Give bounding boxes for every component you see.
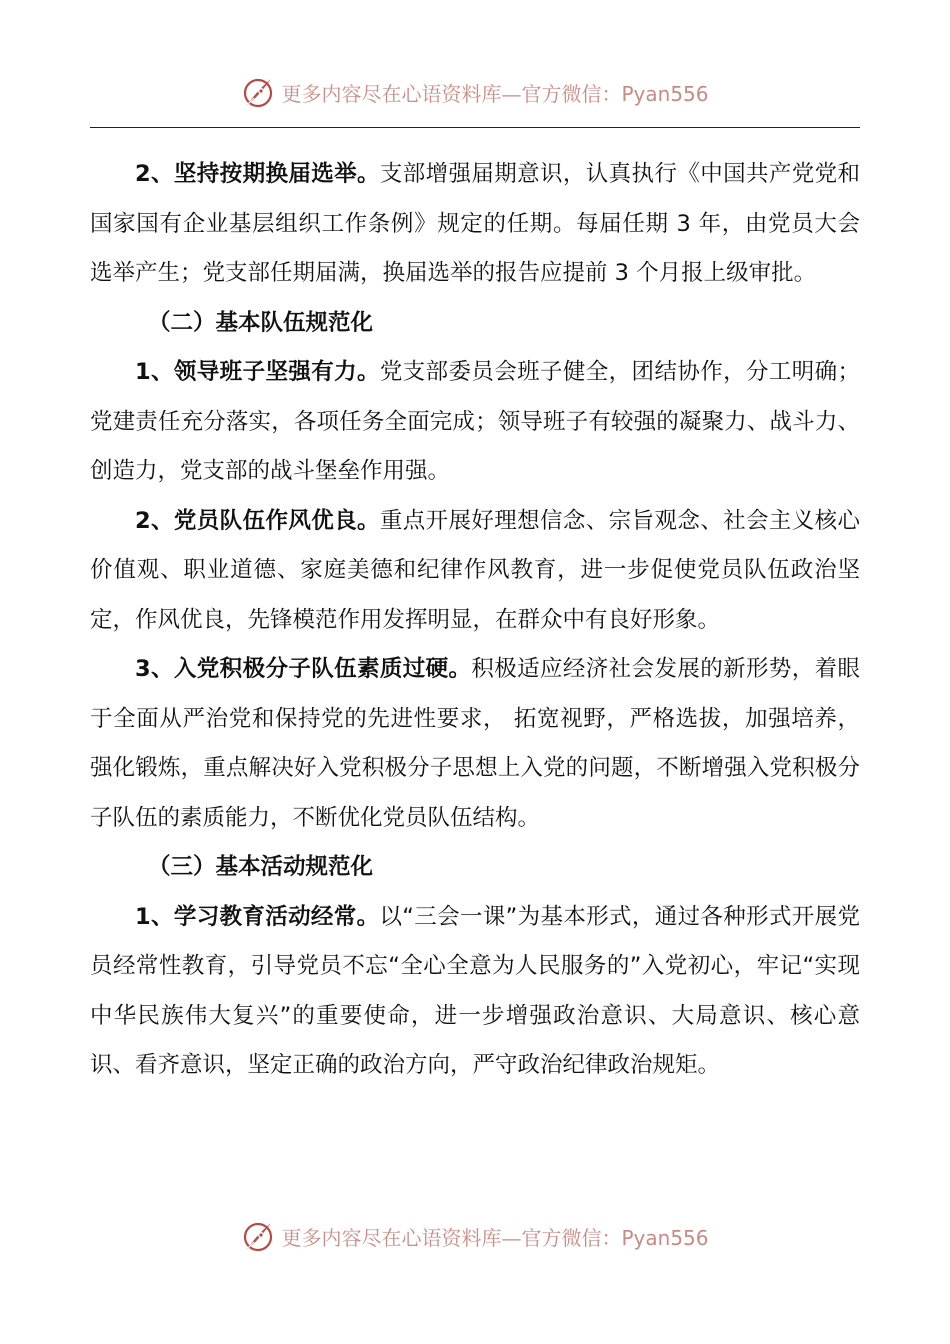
footer-wechat-id: Pyan556 [621,1225,709,1250]
paragraph-education-text: 以“三会一课”为基本形式，通过各种形式开展党员经常性教育，引导党员不忘“全心全意为人民服务的”入党初心，牢记“实现中华民族伟大复兴”的重要使命，进一步增强政治意识、大局意识、核心意识、看齐意识，坚定正确的政治方向，严守政治纪律政治规矩。 [90,903,860,1078]
footer-banner-text: 更多内容尽在心语资料库—官方微信：Pyan556 [281,1225,709,1250]
paragraph-leadership [90,348,860,497]
section-heading-activities: （三）基本活动规范化 [148,854,374,880]
section-heading-team: （二）基本队伍规范化 [148,309,374,336]
paragraph-leadership-lead: 1、领导班子坚强有力。 [135,359,380,385]
paragraph-election [90,150,860,299]
paragraph-activists-lead: 3、入党积极分子队伍素质过硬。 [135,656,472,682]
quill-pen-icon [241,75,275,109]
footer-banner [0,1216,950,1256]
paragraph-member-style-text: 重点开展好理想信念、宗旨观念、社会主义核心价值观、职业道德、家庭美德和纪律作风教育，进一步促使党员队伍政治坚定，作风优良，先锋模范作用发挥明显，在群众中有良好形象。 [90,507,860,633]
paragraph-member-style [90,497,860,646]
paragraph-education [90,893,860,1091]
paragraph-education-lead: 1、学习教育活动经常。 [135,903,380,930]
paragraph-leadership-text: 党支部委员会班子健全，团结协作，分工明确；党建责任充分落实，各项任务全面完成；领导班子有较强的凝聚力、战斗力、创造力，党支部的战斗堡垒作用强。 [90,359,860,484]
header-divider [90,127,860,128]
header-banner-text: 更多内容尽在心语资料库—官方微信：Pyan556 [281,81,709,106]
document-body [90,150,860,1091]
quill-pen-icon [241,1219,275,1253]
paragraph-activists [90,645,860,843]
paragraph-election-lead: 2、坚持按期换届选举。 [135,161,380,187]
paragraph-election-text: 支部增强届期意识，认真执行《中国共产党党和国家国有企业基层组织工作条例》规定的任期。每届任期 3 年，由党员大会选举产生；党支部任期届满，换届选举的报告应提前 3 个月报上级审批。 [90,161,860,286]
header-wechat-id: Pyan556 [621,81,709,106]
header-banner [0,72,950,112]
paragraph-member-style-lead: 2、党员队伍作风优良。 [135,507,380,534]
paragraph-activists-text: 积极适应经济社会发展的新形势，着眼于全面从严治党和保持党的先进性要求， 拓宽视野，严格选拔，加强培养，强化锻炼，重点解决好入党积极分子思想上入党的问题，不断增强入党积极分子队伍的素质能力，不断优化党员队伍结构。 [90,656,860,831]
